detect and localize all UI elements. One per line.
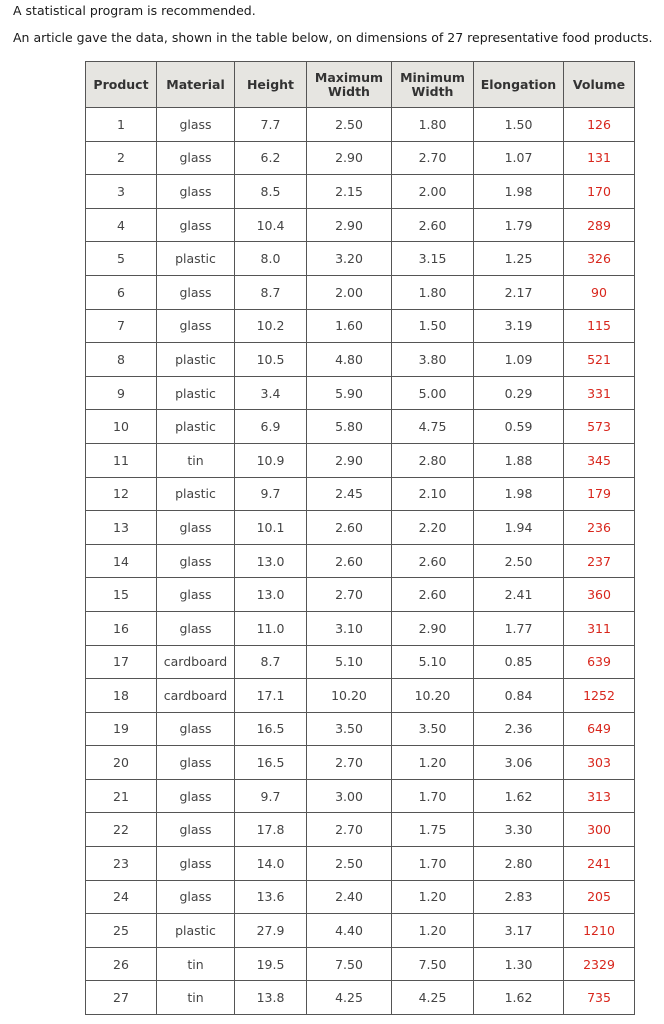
table-row <box>86 376 635 410</box>
cell-maximum-width: 1.60 <box>307 309 392 343</box>
cell-elongation: 2.50 <box>474 544 564 578</box>
cell-volume: 313 <box>564 779 635 813</box>
cell-maximum-width: 2.40 <box>307 880 392 914</box>
table-row <box>86 343 635 377</box>
cell-product: 27 <box>86 981 157 1015</box>
cell-product: 21 <box>86 779 157 813</box>
cell-volume: 649 <box>564 712 635 746</box>
cell-height: 10.5 <box>235 343 307 377</box>
cell-product: 1 <box>86 108 157 142</box>
cell-elongation: 3.19 <box>474 309 564 343</box>
cell-minimum-width: 2.60 <box>392 544 474 578</box>
cell-volume: 115 <box>564 309 635 343</box>
cell-height: 9.7 <box>235 477 307 511</box>
table-row <box>86 914 635 948</box>
cell-product: 24 <box>86 880 157 914</box>
cell-elongation: 1.94 <box>474 511 564 545</box>
table-row <box>86 275 635 309</box>
cell-material: glass <box>157 511 235 545</box>
table-row <box>86 477 635 511</box>
cell-elongation: 1.98 <box>474 175 564 209</box>
intro-statistical-program: A statistical program is recommended. <box>13 3 256 18</box>
cell-volume: 573 <box>564 410 635 444</box>
cell-minimum-width: 2.20 <box>392 511 474 545</box>
cell-material: glass <box>157 309 235 343</box>
cell-maximum-width: 2.90 <box>307 141 392 175</box>
cell-minimum-width: 1.20 <box>392 880 474 914</box>
cell-maximum-width: 10.20 <box>307 679 392 713</box>
table-row <box>86 645 635 679</box>
cell-product: 6 <box>86 275 157 309</box>
cell-elongation: 1.77 <box>474 611 564 645</box>
table-row <box>86 679 635 713</box>
cell-elongation: 0.85 <box>474 645 564 679</box>
cell-product: 22 <box>86 813 157 847</box>
cell-height: 11.0 <box>235 611 307 645</box>
cell-maximum-width: 2.90 <box>307 208 392 242</box>
cell-maximum-width: 7.50 <box>307 947 392 981</box>
cell-maximum-width: 3.10 <box>307 611 392 645</box>
cell-elongation: 2.83 <box>474 880 564 914</box>
cell-maximum-width: 2.15 <box>307 175 392 209</box>
cell-product: 15 <box>86 578 157 612</box>
cell-product: 14 <box>86 544 157 578</box>
cell-material: cardboard <box>157 679 235 713</box>
cell-volume: 521 <box>564 343 635 377</box>
table-row <box>86 813 635 847</box>
cell-height: 7.7 <box>235 108 307 142</box>
cell-material: plastic <box>157 914 235 948</box>
cell-volume: 311 <box>564 611 635 645</box>
header-minimum-width-line2: Width <box>411 83 454 99</box>
cell-height: 17.8 <box>235 813 307 847</box>
table-row <box>86 208 635 242</box>
cell-minimum-width: 1.80 <box>392 275 474 309</box>
cell-elongation: 0.84 <box>474 679 564 713</box>
cell-product: 18 <box>86 679 157 713</box>
cell-minimum-width: 3.80 <box>392 343 474 377</box>
cell-volume: 289 <box>564 208 635 242</box>
cell-material: plastic <box>157 343 235 377</box>
table-row <box>86 544 635 578</box>
cell-material: plastic <box>157 242 235 276</box>
header-product: Product <box>86 62 157 108</box>
table-row <box>86 511 635 545</box>
table-row <box>86 410 635 444</box>
cell-material: glass <box>157 847 235 881</box>
cell-elongation: 1.98 <box>474 477 564 511</box>
cell-volume: 2329 <box>564 947 635 981</box>
cell-minimum-width: 2.70 <box>392 141 474 175</box>
cell-minimum-width: 1.75 <box>392 813 474 847</box>
cell-elongation: 1.62 <box>474 981 564 1015</box>
cell-maximum-width: 2.70 <box>307 746 392 780</box>
cell-volume: 639 <box>564 645 635 679</box>
table-row <box>86 746 635 780</box>
cell-height: 17.1 <box>235 679 307 713</box>
cell-product: 20 <box>86 746 157 780</box>
cell-height: 13.0 <box>235 578 307 612</box>
cell-elongation: 0.29 <box>474 376 564 410</box>
cell-volume: 303 <box>564 746 635 780</box>
cell-material: glass <box>157 175 235 209</box>
header-minimum-width <box>392 62 474 108</box>
cell-maximum-width: 4.40 <box>307 914 392 948</box>
table-row <box>86 712 635 746</box>
cell-height: 10.2 <box>235 309 307 343</box>
cell-volume: 345 <box>564 443 635 477</box>
cell-product: 25 <box>86 914 157 948</box>
cell-volume: 179 <box>564 477 635 511</box>
cell-minimum-width: 2.00 <box>392 175 474 209</box>
cell-minimum-width: 1.70 <box>392 779 474 813</box>
cell-material: plastic <box>157 376 235 410</box>
cell-material: glass <box>157 544 235 578</box>
cell-volume: 241 <box>564 847 635 881</box>
cell-product: 5 <box>86 242 157 276</box>
cell-height: 10.1 <box>235 511 307 545</box>
cell-elongation: 1.50 <box>474 108 564 142</box>
cell-minimum-width: 1.50 <box>392 309 474 343</box>
cell-material: cardboard <box>157 645 235 679</box>
cell-maximum-width: 5.80 <box>307 410 392 444</box>
table-header <box>86 62 635 108</box>
cell-product: 2 <box>86 141 157 175</box>
table-row <box>86 947 635 981</box>
cell-material: plastic <box>157 477 235 511</box>
cell-material: glass <box>157 712 235 746</box>
cell-height: 8.7 <box>235 645 307 679</box>
cell-product: 17 <box>86 645 157 679</box>
cell-product: 26 <box>86 947 157 981</box>
cell-minimum-width: 7.50 <box>392 947 474 981</box>
cell-volume: 1252 <box>564 679 635 713</box>
cell-height: 13.6 <box>235 880 307 914</box>
table-row <box>86 108 635 142</box>
cell-material: glass <box>157 746 235 780</box>
cell-maximum-width: 3.20 <box>307 242 392 276</box>
header-material: Material <box>157 62 235 108</box>
cell-elongation: 0.59 <box>474 410 564 444</box>
cell-volume: 331 <box>564 376 635 410</box>
cell-height: 6.9 <box>235 410 307 444</box>
cell-product: 12 <box>86 477 157 511</box>
cell-material: glass <box>157 141 235 175</box>
cell-maximum-width: 3.50 <box>307 712 392 746</box>
cell-minimum-width: 2.60 <box>392 208 474 242</box>
cell-product: 13 <box>86 511 157 545</box>
cell-material: glass <box>157 880 235 914</box>
cell-height: 14.0 <box>235 847 307 881</box>
header-height: Height <box>235 62 307 108</box>
header-row <box>86 62 635 108</box>
table-row <box>86 578 635 612</box>
cell-material: glass <box>157 578 235 612</box>
cell-product: 23 <box>86 847 157 881</box>
cell-height: 3.4 <box>235 376 307 410</box>
cell-elongation: 2.80 <box>474 847 564 881</box>
cell-minimum-width: 2.80 <box>392 443 474 477</box>
cell-volume: 735 <box>564 981 635 1015</box>
cell-material: glass <box>157 779 235 813</box>
cell-volume: 131 <box>564 141 635 175</box>
cell-height: 10.9 <box>235 443 307 477</box>
cell-product: 4 <box>86 208 157 242</box>
header-volume: Volume <box>564 62 635 108</box>
cell-height: 13.0 <box>235 544 307 578</box>
cell-product: 10 <box>86 410 157 444</box>
cell-height: 8.7 <box>235 275 307 309</box>
header-maximum-width-line1: Maximum <box>314 69 384 85</box>
cell-volume: 90 <box>564 275 635 309</box>
cell-maximum-width: 5.90 <box>307 376 392 410</box>
cell-product: 11 <box>86 443 157 477</box>
table-row <box>86 880 635 914</box>
cell-maximum-width: 3.00 <box>307 779 392 813</box>
cell-maximum-width: 2.70 <box>307 813 392 847</box>
table-row <box>86 175 635 209</box>
cell-elongation: 2.17 <box>474 275 564 309</box>
cell-maximum-width: 2.50 <box>307 847 392 881</box>
cell-minimum-width: 2.90 <box>392 611 474 645</box>
cell-maximum-width: 5.10 <box>307 645 392 679</box>
cell-volume: 170 <box>564 175 635 209</box>
cell-volume: 326 <box>564 242 635 276</box>
cell-maximum-width: 2.45 <box>307 477 392 511</box>
cell-minimum-width: 1.20 <box>392 914 474 948</box>
cell-elongation: 1.79 <box>474 208 564 242</box>
cell-material: tin <box>157 981 235 1015</box>
cell-product: 7 <box>86 309 157 343</box>
cell-height: 6.2 <box>235 141 307 175</box>
cell-product: 9 <box>86 376 157 410</box>
table-row <box>86 242 635 276</box>
table-row <box>86 847 635 881</box>
cell-height: 9.7 <box>235 779 307 813</box>
cell-elongation: 3.17 <box>474 914 564 948</box>
cell-minimum-width: 1.70 <box>392 847 474 881</box>
cell-product: 16 <box>86 611 157 645</box>
cell-product: 8 <box>86 343 157 377</box>
cell-maximum-width: 4.80 <box>307 343 392 377</box>
cell-material: tin <box>157 947 235 981</box>
cell-volume: 237 <box>564 544 635 578</box>
cell-volume: 236 <box>564 511 635 545</box>
cell-maximum-width: 2.50 <box>307 108 392 142</box>
header-maximum-width <box>307 62 392 108</box>
cell-material: glass <box>157 275 235 309</box>
cell-volume: 205 <box>564 880 635 914</box>
cell-minimum-width: 3.50 <box>392 712 474 746</box>
cell-minimum-width: 5.00 <box>392 376 474 410</box>
cell-volume: 1210 <box>564 914 635 948</box>
cell-maximum-width: 2.60 <box>307 511 392 545</box>
cell-volume: 360 <box>564 578 635 612</box>
cell-elongation: 1.25 <box>474 242 564 276</box>
cell-minimum-width: 2.60 <box>392 578 474 612</box>
header-maximum-width-line2: Width <box>328 83 370 99</box>
cell-elongation: 2.41 <box>474 578 564 612</box>
cell-elongation: 3.06 <box>474 746 564 780</box>
cell-height: 13.8 <box>235 981 307 1015</box>
cell-minimum-width: 3.15 <box>392 242 474 276</box>
cell-elongation: 1.09 <box>474 343 564 377</box>
cell-maximum-width: 2.70 <box>307 578 392 612</box>
cell-elongation: 2.36 <box>474 712 564 746</box>
table-row <box>86 779 635 813</box>
table-row <box>86 309 635 343</box>
cell-height: 16.5 <box>235 712 307 746</box>
cell-height: 16.5 <box>235 746 307 780</box>
cell-minimum-width: 4.75 <box>392 410 474 444</box>
cell-maximum-width: 2.90 <box>307 443 392 477</box>
table-row <box>86 981 635 1015</box>
cell-material: glass <box>157 611 235 645</box>
cell-material: glass <box>157 813 235 847</box>
cell-elongation: 1.62 <box>474 779 564 813</box>
cell-maximum-width: 2.00 <box>307 275 392 309</box>
cell-height: 10.4 <box>235 208 307 242</box>
cell-product: 19 <box>86 712 157 746</box>
cell-maximum-width: 4.25 <box>307 981 392 1015</box>
cell-product: 3 <box>86 175 157 209</box>
header-elongation: Elongation <box>474 62 564 108</box>
cell-material: glass <box>157 108 235 142</box>
cell-height: 8.5 <box>235 175 307 209</box>
cell-elongation: 1.88 <box>474 443 564 477</box>
cell-minimum-width: 5.10 <box>392 645 474 679</box>
header-minimum-width-line1: Minimum <box>400 69 465 85</box>
food-products-table <box>85 61 635 1015</box>
cell-minimum-width: 2.10 <box>392 477 474 511</box>
cell-minimum-width: 10.20 <box>392 679 474 713</box>
table-row <box>86 611 635 645</box>
cell-material: plastic <box>157 410 235 444</box>
table-row <box>86 443 635 477</box>
cell-maximum-width: 2.60 <box>307 544 392 578</box>
cell-volume: 126 <box>564 108 635 142</box>
cell-height: 19.5 <box>235 947 307 981</box>
table-row <box>86 141 635 175</box>
cell-volume: 300 <box>564 813 635 847</box>
cell-height: 8.0 <box>235 242 307 276</box>
cell-minimum-width: 4.25 <box>392 981 474 1015</box>
cell-material: glass <box>157 208 235 242</box>
intro-article-description: An article gave the data, shown in the table below, on dimensions of 27 representative food products. <box>13 30 653 45</box>
cell-minimum-width: 1.20 <box>392 746 474 780</box>
cell-elongation: 1.30 <box>474 947 564 981</box>
cell-material: tin <box>157 443 235 477</box>
cell-height: 27.9 <box>235 914 307 948</box>
table-body <box>86 108 635 1015</box>
cell-elongation: 3.30 <box>474 813 564 847</box>
cell-minimum-width: 1.80 <box>392 108 474 142</box>
cell-elongation: 1.07 <box>474 141 564 175</box>
